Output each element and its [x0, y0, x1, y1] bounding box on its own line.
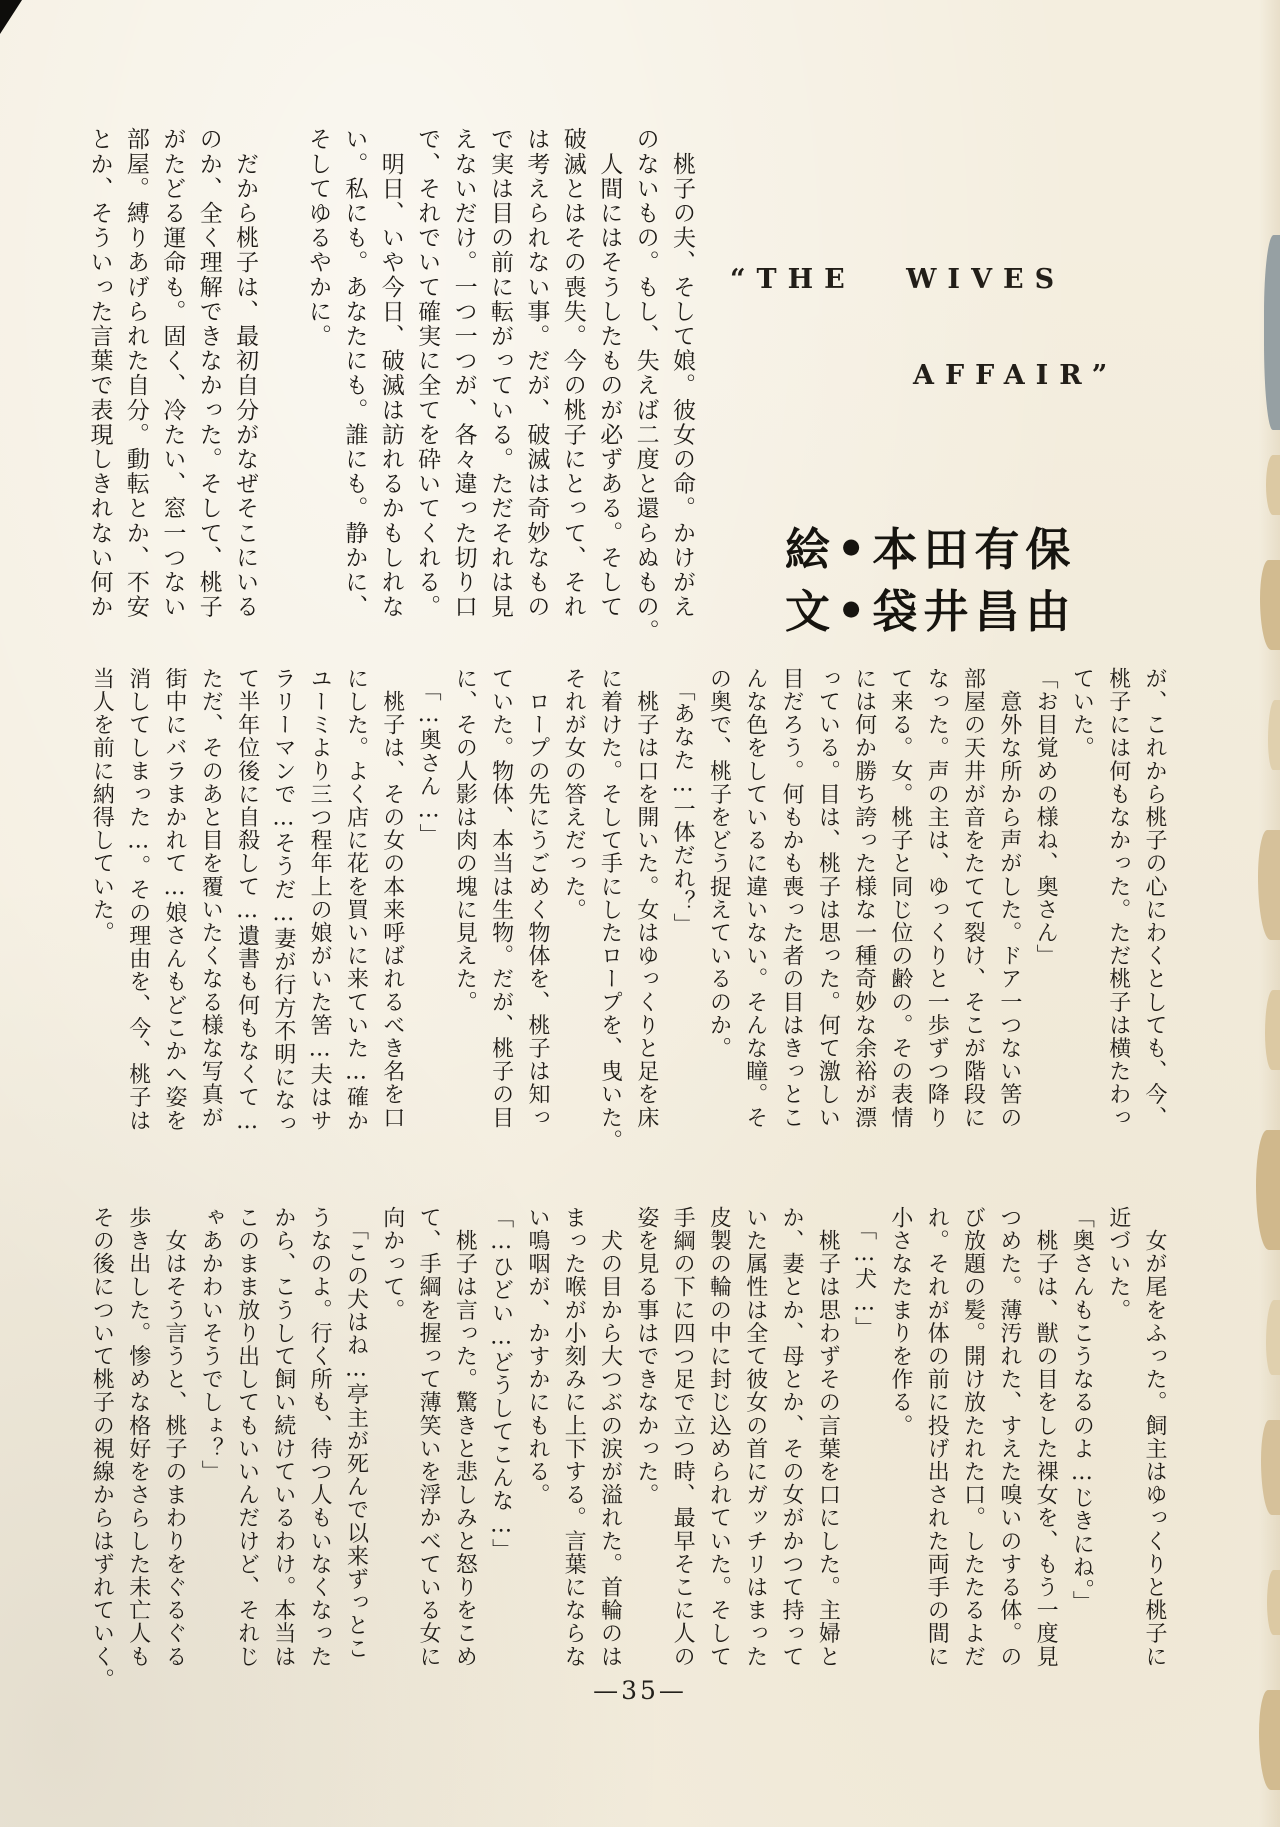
text-column: 当人を前に納得していた。: [89, 667, 115, 945]
text-column: で、それでいて確実に全てを砕いてくれる。: [414, 127, 441, 619]
text-column: ただ、そのあと目を覆いたくなる様な写真が: [198, 667, 224, 1129]
text-column: その後について桃子の視線からはずれていく。: [89, 1206, 115, 1692]
text-column: なった。声の主は、ゆっくりと一歩ずつ降り: [924, 667, 950, 1129]
text-column: 歩き出した。惨めな格好をさらした未亡人も: [125, 1206, 151, 1668]
text-column: ゃあかわいそうでしょ？」: [198, 1206, 224, 1484]
text-column: 桃子は口を開いた。女はゆっくりと足を床: [633, 667, 659, 1129]
text-column: いた属性は全て彼女の首にガッチリはまった: [742, 1206, 768, 1668]
credit-art-name: 本田有保: [872, 522, 1077, 576]
text-column: ラリーマンで…そうだ…妻が行方不明になっ: [270, 667, 296, 1135]
text-column: がたどる運命も。固く、冷たい、窓一つない: [159, 127, 186, 619]
text-column: 「あなた…一体だれ？」: [670, 667, 696, 937]
text-column: から、こうして飼い続けているわけ。本当は: [270, 1206, 296, 1668]
credit-text-role: 文: [785, 584, 837, 638]
text-column: 向かって。: [379, 1206, 405, 1322]
text-column: い。私にも。あなたにも。誰にも。静かに、: [341, 127, 368, 619]
text-column: 犬の目から大つぶの涙が溢れた。首輪のは: [597, 1206, 623, 1668]
text-column: 破滅とはその喪失。今の桃子にとって、それ: [559, 127, 586, 619]
page-number: —35—: [593, 1676, 687, 1705]
text-column: 皮製の輪の中に封じ込められていた。そして: [706, 1206, 732, 1668]
text-column: このまま放り出してもいいんだけど、それじ: [234, 1206, 260, 1668]
text-column: に着けた。そして手にしたロープを、曳いた。: [597, 667, 623, 1153]
text-column: か、妻とか、母とか、その女がかつて持って: [779, 1206, 805, 1668]
text-column: 桃子には何もなかった。ただ桃子は横たわっ: [1105, 667, 1131, 1129]
text-column: [263, 127, 299, 632]
text-column: うなのよ。行く所も、待つ人もいなくなった: [307, 1206, 333, 1668]
text-column: 「お目覚めの様ね、奥さん」: [1033, 667, 1059, 968]
text-column: 部屋の天井が音をたてて裂け、そこが階段に: [960, 667, 986, 1129]
text-column: まった喉が小刻みに上下する。言葉にならな: [561, 1206, 587, 1668]
text-column: にした。よく店に花を買いに来ていた…確か: [343, 667, 369, 1132]
scan-corner-mark: [0, 0, 22, 34]
text-column: 街中にバラまかれて…娘さんもどこかへ姿を: [161, 667, 187, 1132]
story-middle-block: [83, 667, 1172, 1153]
text-column: で実は目の前に転がっている。ただそれは見: [486, 127, 513, 619]
text-column: 手綱の下に四つ足で立つ時、最早そこに人の: [670, 1206, 696, 1668]
text-column: に、その人影は肉の塊に見えた。: [452, 667, 478, 1014]
text-column: 女はそう言うと、桃子のまわりをぐるぐる: [161, 1206, 187, 1668]
credit-art-role: 絵: [785, 522, 837, 576]
text-column: 桃子は思わずその言葉を口にした。主婦と: [815, 1206, 841, 1668]
text-column: 桃子は、獣の目をした裸女を、もう一度見: [1033, 1206, 1059, 1668]
text-column: ユーミより三つ程年上の娘がいた筈…夫はサ: [307, 667, 333, 1132]
text-column: て、手綱を握って薄笑いを浮かべている女に: [416, 1206, 442, 1668]
text-column: のないもの。もし、失えば二度と還らぬもの。: [632, 127, 659, 644]
text-column: が、これから桃子の心にわくとしても、今、: [1142, 667, 1167, 1129]
story-opening-block: [80, 127, 700, 644]
text-column: 小さなたまりを作る。: [887, 1206, 913, 1437]
text-column: えないだけ。一つ一つが、各々違った切り口: [450, 127, 477, 619]
text-column: 姿を見る事はできなかった。: [633, 1206, 659, 1507]
text-column: 部屋。縛りあげられた自分。動転とか、不安: [122, 127, 149, 619]
torn-paper-edge: [1250, 0, 1280, 1827]
text-column: っている。目は、桃子は思った。何て激しい: [815, 667, 841, 1129]
bullet-icon: ●: [842, 532, 861, 558]
credit-art: [785, 514, 1076, 576]
text-column: 「…ひどい…どうしてこんな…」: [488, 1206, 514, 1562]
text-column: 明日、いや今日、破滅は訪れるかもしれな: [377, 127, 404, 619]
text-column: れ。それが体の前に投げ出された両手の間に: [924, 1206, 950, 1668]
credit-text-name: 袋井昌由: [872, 584, 1077, 638]
text-column: 近づいた。: [1105, 1206, 1131, 1322]
story-title-line2: AFFAIR”: [913, 360, 1119, 391]
text-column: 桃子の夫、そして娘。彼女の命。かけがえ: [669, 127, 695, 619]
text-column: 「奥さんもこうなるのよ…じきにね。」: [1069, 1206, 1095, 1614]
text-column: 女が尾をふった。飼主はゆっくりと桃子に: [1142, 1206, 1167, 1668]
text-column: て半年位後に自殺して…遺書も何もなくて…: [234, 667, 260, 1135]
text-column: つめた。薄汚れた、すえた嗅いのする体。の: [996, 1206, 1022, 1668]
text-column: 人間にはそうしたものが必ずある。そして: [596, 127, 623, 619]
text-column: だから桃子は、最初自分がなぜそこにいる: [232, 127, 259, 619]
story-title-line1: “THE WIVES: [730, 264, 1066, 295]
text-column: には何か勝ち誇った様な一種奇妙な余裕が漂: [851, 667, 877, 1129]
text-column: い鳴咽が、かすかにもれる。: [524, 1206, 550, 1507]
text-column: それが女の答えだった。: [561, 667, 587, 922]
text-column: 桃子は、その女の本来呼ばれるべき名を口: [379, 667, 405, 1129]
text-column: び放題の髪。開け放たれた口。したたるよだ: [960, 1206, 986, 1668]
text-column: ていた。: [1069, 667, 1095, 760]
text-column: 消してしまった…。その理由を、今、桃子は: [125, 667, 151, 1132]
text-column: 桃子は言った。驚きと悲しみと怒りをこめ: [452, 1206, 478, 1668]
text-column: 「…犬…」: [851, 1206, 877, 1340]
text-column: は考えられない事。だが、破滅は奇妙なもの: [523, 127, 550, 619]
text-column: とか、そういった言葉で表現しきれない何か: [86, 127, 113, 619]
text-column: 意外な所から声がした。ドア一つない筈の: [996, 667, 1022, 1129]
torn-edge-grey-patch: [1264, 235, 1280, 430]
credits-block: [785, 514, 1076, 638]
text-column: ていた。物体、本当は生物。だが、桃子の目: [488, 667, 514, 1129]
text-column: のか、全く理解できなかった。そして、桃子: [195, 127, 222, 619]
text-column: の奥で、桃子をどう捉えているのか。: [706, 667, 732, 1060]
credit-text: [785, 576, 1076, 638]
text-column: んな色をしているに違いない。そんな瞳。そ: [742, 667, 768, 1129]
text-column: そしてゆるやかに。: [304, 127, 331, 349]
text-column: ロープの先にうごめく物体を、桃子は知っ: [524, 667, 550, 1129]
text-column: 「…奥さん…」: [416, 667, 442, 847]
text-column: 「この犬はね…亭主が死んで以来ずっとこ: [343, 1206, 369, 1660]
text-column: 目だろう。何もかも喪った者の目はきっとこ: [779, 667, 805, 1129]
bullet-icon: ●: [842, 594, 861, 620]
text-column: て来る。女。桃子と同じ位の齢の。その表情: [887, 667, 913, 1129]
